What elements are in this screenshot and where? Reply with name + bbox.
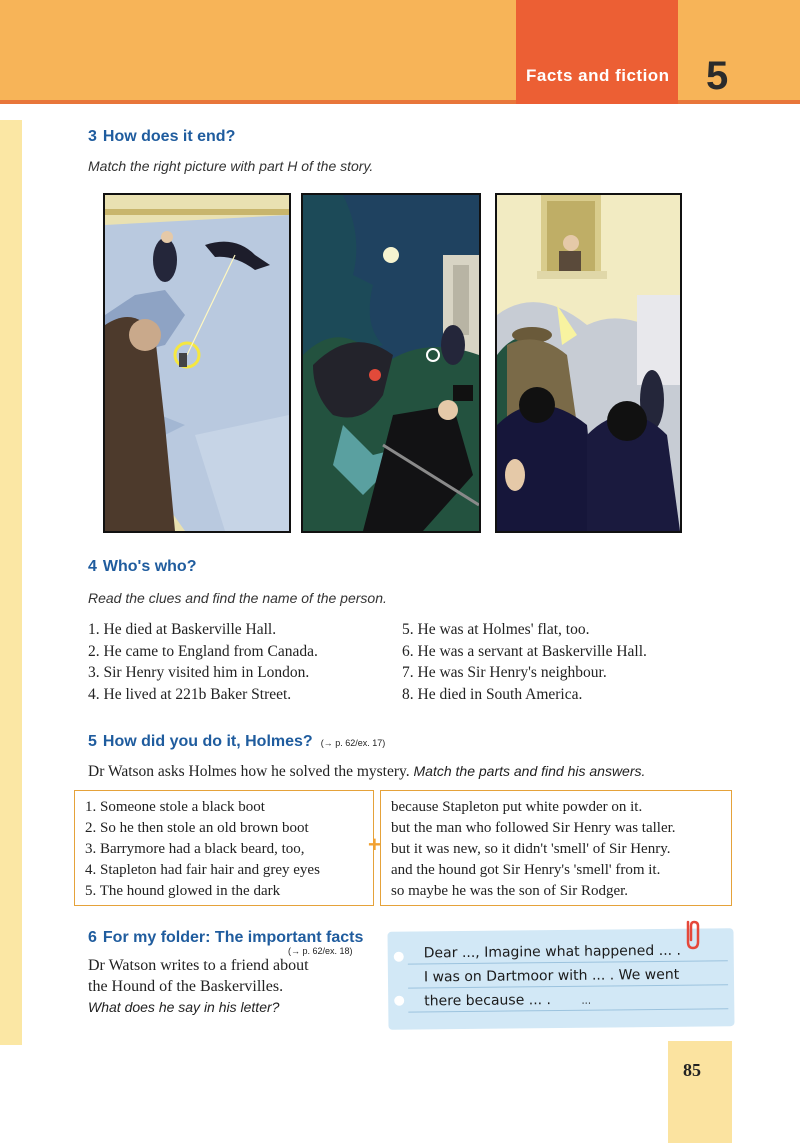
match-left-item: 1. Someone stole a black boot <box>85 799 265 815</box>
match-right-item: so maybe he was the son of Sir Rodger. <box>391 883 629 899</box>
ex5-title-text: How did you do it, Holmes? <box>102 733 313 750</box>
note-line-2: I was on Dartmoor with ... . We went <box>423 966 680 986</box>
ex6-page-ref: (→ p. 62/ex. 18) <box>288 946 353 956</box>
match-box-left <box>74 790 374 906</box>
section-label: Facts and fiction <box>526 66 670 85</box>
match-right-item: but the man who followed Sir Henry was taller. <box>391 820 676 836</box>
header-divider <box>0 100 800 104</box>
side-margin-strip <box>0 120 22 1045</box>
match-left-item: 3. Barrymore had a black beard, too, <box>85 841 305 857</box>
ex6-title-text: For my folder: The important facts <box>102 929 364 946</box>
match-left-item: 5. The hound glowed in the dark <box>85 883 281 899</box>
page-number-box <box>668 1041 732 1143</box>
ex6-number: 6 <box>88 929 97 946</box>
comic-panel-1 <box>103 193 291 533</box>
ex4-instruction: Read the clues and find the name of the person. <box>88 590 387 606</box>
comic-panel-3 <box>495 193 682 533</box>
ex6-question: What does he say in his letter? <box>88 999 280 1015</box>
match-right-item: because Stapleton put white powder on it. <box>391 799 643 815</box>
clue-item: 4. He lived at 221b Baker Street. <box>88 685 292 703</box>
ex5-intro-text: Dr Watson asks Holmes how he solved the mystery. <box>88 763 410 780</box>
match-right-item: and the hound got Sir Henry's 'smell' from it. <box>391 862 661 878</box>
page-number: 85 <box>683 1060 701 1080</box>
panel-1-illustration <box>105 195 289 531</box>
ex5-intro <box>88 763 645 781</box>
plus-icon: + <box>368 832 381 857</box>
panel-2-illustration <box>303 195 479 531</box>
ex6-text-line1: Dr Watson writes to a friend about <box>88 957 309 974</box>
ex5-page-ref: (→ p. 62/ex. 17) <box>320 738 386 748</box>
ex5-title <box>88 733 385 751</box>
match-left-item: 4. Stapleton had fair hair and grey eyes <box>85 862 320 878</box>
note-punch-hole <box>394 952 404 962</box>
clue-list-right <box>402 619 647 705</box>
clue-item: 2. He came to England from Canada. <box>88 642 318 660</box>
chapter-number: 5 <box>706 54 729 98</box>
note-punch-hole <box>394 996 404 1006</box>
comic-panel-2 <box>301 193 481 533</box>
ex6-text <box>88 955 309 1018</box>
ex5-number: 5 <box>88 733 97 750</box>
ex3-title-text: How does it end? <box>102 128 236 145</box>
match-left-item: 2. So he then stole an old brown boot <box>85 820 309 836</box>
header-band <box>0 0 800 100</box>
paperclip-icon <box>682 918 704 952</box>
ex5-instruction: Match the parts and find his answers. <box>413 763 646 779</box>
section-tab <box>516 0 678 104</box>
clue-item: 7. He was Sir Henry's neighbour. <box>402 664 607 681</box>
note-line-1: Dear ..., Imagine what happened ... . <box>423 942 682 962</box>
ex4-title <box>88 558 196 576</box>
clue-item: 8. He died in South America. <box>402 685 583 703</box>
ex6-title <box>88 929 363 947</box>
ex4-title-text: Who's who? <box>102 558 197 575</box>
clue-item: 1. He died at Baskerville Hall. <box>88 621 277 638</box>
match-box-right <box>380 790 732 906</box>
ex6-text-line2: the Hound of the Baskervilles. <box>88 978 284 995</box>
note-ellipsis: ... <box>581 995 592 1007</box>
ex3-instruction: Match the right picture with part H of the story. <box>88 158 374 174</box>
note-line-3: there because ... . ... <box>424 992 592 1010</box>
ex3-title <box>88 128 235 146</box>
ex4-number: 4 <box>88 558 97 575</box>
clue-item: 3. Sir Henry visited him in London. <box>88 664 310 681</box>
panel-3-illustration <box>497 195 680 531</box>
clue-list-left <box>88 619 318 705</box>
match-right-item: but it was new, so it didn't 'smell' of Sir Henry. <box>391 841 671 857</box>
clue-item: 6. He was a servant at Baskerville Hall. <box>402 642 647 660</box>
clue-item: 5. He was at Holmes' flat, too. <box>402 621 590 638</box>
ex3-number: 3 <box>88 128 97 145</box>
